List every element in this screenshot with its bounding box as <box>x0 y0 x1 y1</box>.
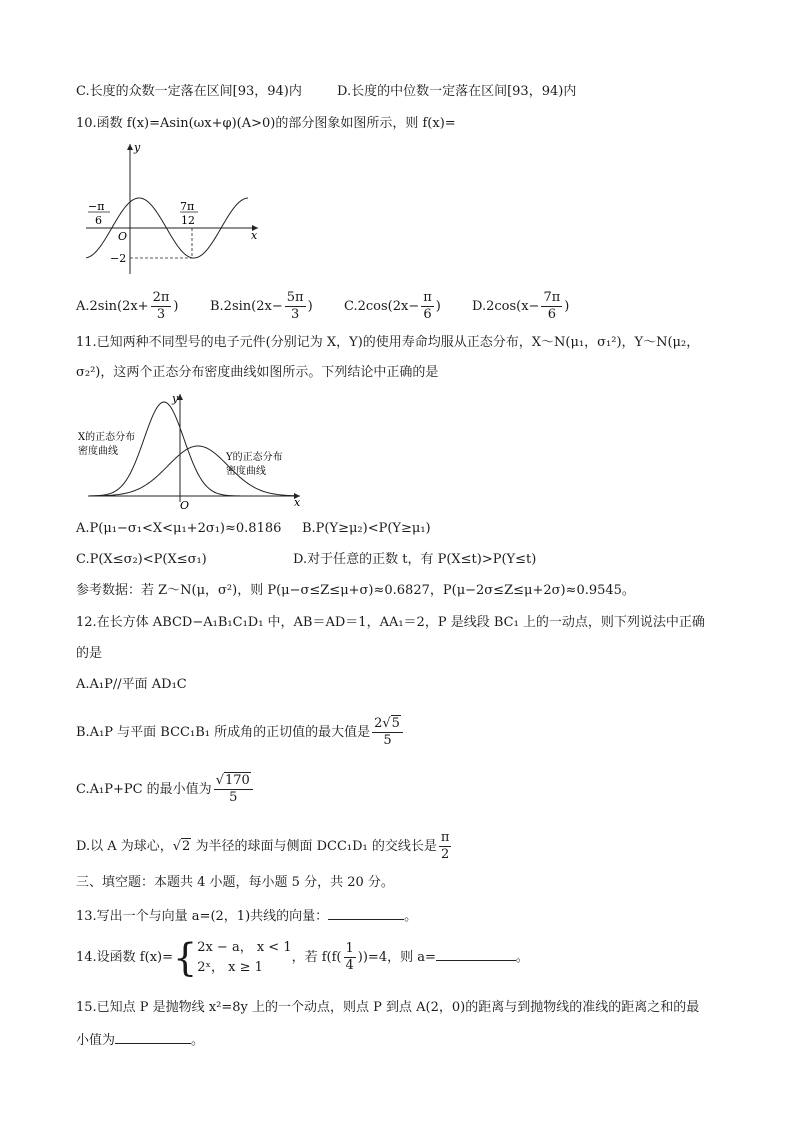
q11-stem-line1: 11.已知两种不同型号的电子元件(分别记为 X，Y)的使用寿命均服从正态分布，X～N(μ₁，σ₁²)，Y～N(μ₂， <box>76 335 700 350</box>
q12-option-c: C.A₁P+PC 的最小值为 $\frac{√170}{5}$ <box>76 770 255 810</box>
q11-x-curve-label-2: 密度曲线 <box>78 446 118 457</box>
q10-minus-two: −2 <box>110 252 127 265</box>
q10-twelve: 12 <box>181 214 195 227</box>
q11-y-label: y <box>172 392 179 405</box>
q9-option-c: C.长度的众数一定落在区间[93，94)内 <box>76 84 302 99</box>
q11-x-label: x <box>294 496 301 509</box>
q14: 14.设函数 f(x)={ 2x − a， x < 1 2ˣ， x ≥ 1 ，若 f(f( $\frac{1}{4}$ ))=4，则 a= 。 <box>76 935 529 980</box>
q10-sine-graph <box>80 138 265 278</box>
q15-stem-line2: 小值为 。 <box>76 1030 204 1050</box>
q11-y-curve-label-1: Y的正态分布 <box>226 452 283 463</box>
q10-option-b: B.2sin(2x− $\frac{5\pi}{3}$ ) <box>210 290 313 322</box>
q10-option-c: C.2cos(2x− $\frac{\pi}{6}$ ) <box>344 290 441 322</box>
q9-option-d: D.长度的中位数一定落在区间[93，94)内 <box>337 84 577 99</box>
q12-stem-line1: 12.在长方体 ABCD−A₁B₁C₁D₁ 中，AB＝AD＝1，AA₁＝2，P 是线段 BC₁ 上的一动点，则下列说法中正确 <box>76 615 705 630</box>
q10-origin: O <box>118 230 128 243</box>
q11-option-c: C.P(X≤σ₂)<P(X≤σ₁) <box>76 552 207 567</box>
q11-x-curve-label-1: X的正态分布 <box>78 432 136 443</box>
q11-reference-data: 参考数据：若 Z～N(μ，σ²)，则 P(μ−σ≤Z≤μ+σ)≈0.6827，P(μ−2σ≤Z≤μ+2σ)≈0.9545。 <box>76 583 635 598</box>
q11-option-d: D.对于任意的正数 t，有 P(X≤t)>P(Y≤t) <box>293 552 537 567</box>
q10-stem: 10.函数 f(x)=Asin(ωx+φ)(A>0)的部分图象如图所示，则 f(x)= <box>76 116 456 131</box>
q14-answer-blank[interactable] <box>436 947 516 961</box>
q15-answer-blank[interactable] <box>115 1030 191 1044</box>
q11-origin: O <box>180 499 190 512</box>
q11-option-a: A.P(μ₁−σ₁<X<μ₁+2σ₁)≈0.8186 <box>76 521 282 536</box>
q10-x-label: x <box>251 229 258 242</box>
q10-neg-pi: −π <box>88 200 105 213</box>
q10-option-d: D.2cos(x− $\frac{7\pi}{6}$ ) <box>472 290 570 322</box>
q13: 13.写出一个与向量 a=(2，1)共线的向量： 。 <box>76 906 417 926</box>
q11-stem-line2: σ₂²)，这两个正态分布密度曲线如图所示。下列结论中正确的是 <box>76 365 439 380</box>
q12-option-d: D.以 A 为球心，√2 为半径的球面与侧面 DCC₁D₁ 的交线长是 $\frac{\pi}{2}$ <box>76 830 450 862</box>
q10-option-a: A.2sin(2x+ $\frac{2\pi}{3}$ ) <box>76 290 179 322</box>
q13-answer-blank[interactable] <box>328 906 404 920</box>
q12-option-b: B.A₁P 与平面 BCC₁B₁ 所成角的正切值的最大值是 $\frac{2√5}{5}$ <box>76 713 405 753</box>
section-3-heading: 三、填空题：本题共 4 小题，每小题 5 分，共 20 分。 <box>76 875 394 890</box>
q10-y-label: y <box>134 141 141 154</box>
q12-stem-line2: 的是 <box>76 646 103 661</box>
q10-seven-pi: 7π <box>180 200 195 213</box>
q10-six: 6 <box>95 214 102 227</box>
q11-y-curve-label-2: 密度曲线 <box>226 466 266 477</box>
q15-stem-line1: 15.已知点 P 是抛物线 x²=8y 上的一个动点，则点 P 到点 A(2，0)的距离与到抛物线的准线的距离之和的最 <box>76 1000 700 1015</box>
q11-option-b: B.P(Y≥μ₂)<P(Y≥μ₁) <box>302 521 431 536</box>
q12-option-a: A.A₁P//平面 AD₁C <box>76 677 187 692</box>
q11-normal-graph <box>76 390 308 514</box>
